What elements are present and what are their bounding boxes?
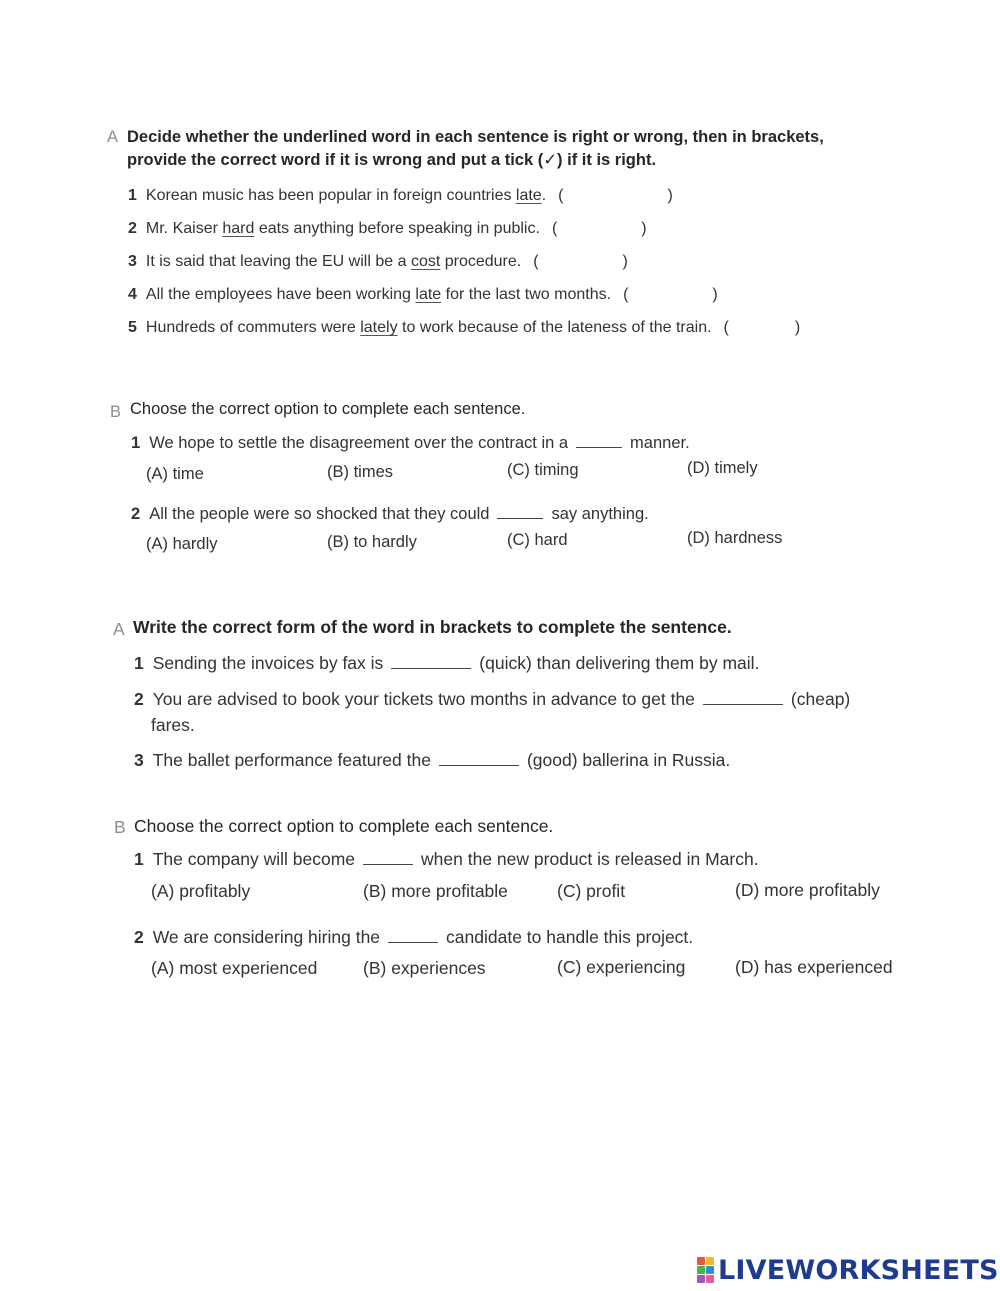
question-item — [128, 319, 800, 337]
question-text: We hope to settle the disagreement over the contract in a — [149, 434, 569, 452]
question-item — [128, 220, 647, 238]
question-item — [131, 505, 649, 524]
question-text: (cheap) — [790, 689, 851, 709]
question-item — [134, 927, 693, 948]
answer-blank[interactable] — [363, 863, 413, 865]
question-number: 2 — [128, 220, 137, 237]
logo-text: LIVEWORKSHEETS — [718, 1254, 999, 1286]
question-number: 4 — [128, 286, 137, 303]
question-text: procedure. — [440, 253, 522, 270]
close-bracket: ) — [712, 286, 718, 303]
option-d[interactable]: (D) hardness — [687, 529, 783, 547]
question-text: say anything. — [551, 505, 649, 523]
question-text: eats anything before speaking in public. — [254, 220, 540, 237]
underlined-word: cost — [410, 253, 441, 270]
underlined-word: lately — [360, 319, 398, 336]
answer-blank[interactable] — [703, 703, 783, 705]
close-bracket: ) — [794, 319, 801, 336]
open-bracket: ( — [551, 220, 558, 237]
title-line: Decide whether the underlined word in each sentence is right or wrong, then in brackets, — [127, 128, 824, 146]
question-number: 2 — [134, 689, 144, 709]
question-number: 3 — [134, 750, 144, 770]
question-text: candidate to handle this project. — [446, 927, 694, 947]
answer-blank[interactable] — [391, 667, 471, 669]
section-title: Choose the correct option to complete each sentence. — [130, 400, 526, 418]
option-a[interactable]: (A) most experienced — [151, 958, 318, 978]
underlined-word: hard — [222, 220, 255, 237]
section-title — [127, 126, 824, 172]
question-item — [134, 750, 730, 771]
question-text: (quick) than delivering them by mail. — [479, 653, 760, 673]
question-text: All the people were so shocked that they could — [149, 505, 490, 523]
option-c[interactable]: (C) hard — [507, 531, 568, 549]
question-text: The company will become — [152, 849, 356, 869]
question-number: 5 — [128, 319, 137, 336]
question-text: You are advised to book your tickets two months in advance to get the — [152, 689, 695, 709]
option-a[interactable]: (A) profitably — [151, 881, 251, 901]
option-c[interactable]: (C) timing — [507, 461, 579, 479]
question-text: Sending the invoices by fax is — [152, 653, 384, 673]
question-text: (good) ballerina in Russia. — [526, 750, 731, 770]
question-item — [134, 653, 759, 674]
option-d[interactable]: (D) more profitably — [735, 880, 880, 900]
question-text: manner. — [630, 434, 690, 452]
question-number: 2 — [131, 505, 141, 523]
question-number: 3 — [128, 253, 137, 270]
underlined-word: late — [415, 286, 442, 303]
question-item — [128, 286, 718, 304]
liveworksheets-logo[interactable] — [697, 1255, 999, 1285]
option-b[interactable]: (B) experiences — [363, 958, 486, 978]
close-bracket: ) — [622, 253, 628, 270]
question-number: 1 — [128, 187, 137, 204]
logo-mark-icon — [697, 1257, 714, 1283]
question-text: for the last two months. — [441, 286, 612, 303]
question-text: The ballet performance featured the — [152, 750, 431, 770]
question-number: 1 — [134, 653, 144, 673]
question-item — [128, 253, 628, 271]
answer-blank[interactable] — [497, 517, 543, 519]
question-text: We are considering hiring the — [152, 927, 381, 947]
question-item — [134, 849, 759, 870]
question-text: All the employees have been working — [145, 286, 416, 303]
question-item — [128, 187, 673, 205]
question-number: 2 — [134, 927, 144, 947]
question-number: 1 — [131, 434, 141, 452]
option-b[interactable]: (B) to hardly — [327, 533, 417, 551]
open-bracket: ( — [623, 286, 629, 303]
option-d[interactable]: (D) timely — [687, 459, 758, 477]
question-text: . — [541, 187, 547, 204]
open-bracket: ( — [533, 253, 539, 270]
question-continuation: fares. — [151, 715, 195, 735]
question-text: Korean music has been popular in foreign countries — [145, 187, 516, 204]
open-bracket: ( — [558, 187, 564, 204]
section-letter: B — [114, 817, 126, 837]
option-b[interactable]: (B) times — [327, 463, 393, 481]
option-d[interactable]: (D) has experienced — [735, 957, 893, 977]
section-title: Write the correct form of the word in brackets to complete the sentence. — [133, 617, 732, 637]
question-text: when the new product is released in March. — [421, 849, 759, 869]
section-letter: A — [113, 619, 125, 639]
open-bracket: ( — [723, 319, 729, 336]
option-b[interactable]: (B) more profitable — [363, 881, 508, 901]
answer-blank[interactable] — [388, 941, 438, 943]
close-bracket: ) — [667, 187, 673, 204]
question-item — [134, 689, 850, 710]
answer-blank[interactable] — [576, 446, 622, 448]
option-a[interactable]: (A) hardly — [146, 535, 218, 553]
section-letter: B — [110, 403, 122, 421]
section-letter: A — [107, 128, 119, 146]
close-bracket: ) — [641, 220, 647, 237]
title-line: provide the correct word if it is wrong and put a tick (✓) if it is right. — [127, 151, 657, 169]
question-text: to work because of the lateness of the train. — [397, 319, 712, 336]
underlined-word: late — [515, 187, 542, 204]
question-number: 1 — [134, 849, 144, 869]
question-text: Hundreds of commuters were — [145, 319, 361, 336]
option-c[interactable]: (C) profit — [557, 881, 626, 901]
option-a[interactable]: (A) time — [146, 465, 204, 483]
question-item — [131, 434, 690, 453]
answer-blank[interactable] — [439, 764, 519, 766]
question-text: It is said that leaving the EU will be a — [145, 253, 411, 270]
option-c[interactable]: (C) experiencing — [557, 957, 686, 977]
question-text: Mr. Kaiser — [145, 220, 223, 237]
section-title: Choose the correct option to complete each sentence. — [134, 816, 554, 836]
